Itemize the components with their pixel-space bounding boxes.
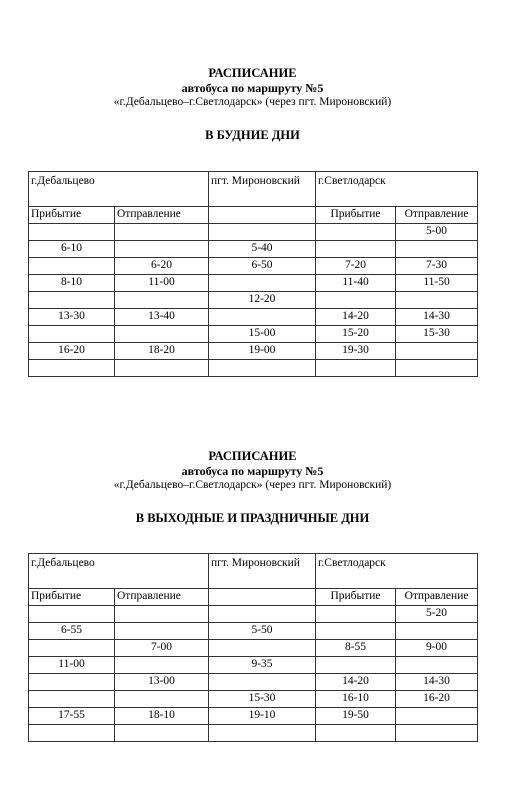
time-cell-departure-debaltsevo — [115, 241, 209, 258]
time-cell-arrival-svetlodarsk: 14-20 — [316, 674, 396, 691]
time-cell-departure-svetlodarsk: 9-00 — [396, 640, 478, 657]
col-arrival-debaltsevo: Прибытие — [29, 207, 115, 224]
table-row — [29, 258, 478, 275]
time-cell-arrival-svetlodarsk: 14-20 — [316, 309, 396, 326]
time-cell-departure-debaltsevo: 6-20 — [115, 258, 209, 275]
time-cell-arrival-svetlodarsk — [316, 224, 396, 241]
col-arrival-svetlodarsk: Прибытие — [316, 207, 396, 224]
time-cell-mironovsky — [209, 224, 316, 241]
column-header-row — [29, 589, 478, 606]
time-cell-departure-svetlodarsk — [396, 623, 478, 640]
weekend-subtitle: автобуса по маршруту №5 — [181, 464, 324, 478]
weekend-title: РАСПИСАНИЕ — [208, 449, 297, 463]
table-row — [29, 725, 478, 742]
station-row — [29, 172, 478, 207]
time-cell-departure-debaltsevo — [115, 326, 209, 343]
table-row — [29, 275, 478, 292]
time-cell-arrival-svetlodarsk: 15-20 — [316, 326, 396, 343]
time-cell-departure-debaltsevo — [115, 606, 209, 623]
time-cell-arrival-debaltsevo: 13-30 — [29, 309, 115, 326]
time-cell-arrival-debaltsevo: 17-55 — [29, 708, 115, 725]
time-cell-arrival-debaltsevo — [29, 360, 115, 377]
weekend-header — [0, 449, 505, 492]
weekend-route: «г.Дебальцево–г.Светлодарск» (через пгт. Мироновский) — [113, 479, 392, 491]
time-cell-departure-svetlodarsk: 11-50 — [396, 275, 478, 292]
weekday-header — [0, 66, 505, 109]
time-cell-mironovsky — [209, 309, 316, 326]
time-cell-arrival-debaltsevo — [29, 258, 115, 275]
time-cell-arrival-svetlodarsk: 19-50 — [316, 708, 396, 725]
time-cell-departure-debaltsevo: 13-40 — [115, 309, 209, 326]
time-cell-departure-debaltsevo — [115, 657, 209, 674]
time-cell-departure-debaltsevo: 18-10 — [115, 708, 209, 725]
time-cell-arrival-debaltsevo: 11-00 — [29, 657, 115, 674]
table-row — [29, 606, 478, 623]
station-svetlodarsk: г.Светлодарск — [316, 554, 478, 589]
time-cell-arrival-debaltsevo — [29, 292, 115, 309]
time-cell-arrival-debaltsevo — [29, 606, 115, 623]
time-cell-arrival-svetlodarsk — [316, 657, 396, 674]
table-row — [29, 309, 478, 326]
time-cell-departure-debaltsevo — [115, 725, 209, 742]
time-cell-departure-svetlodarsk — [396, 292, 478, 309]
col-mironovsky — [209, 589, 316, 606]
table-row — [29, 708, 478, 725]
station-debaltsevo: г.Дебальцево — [29, 172, 209, 207]
column-header-row — [29, 207, 478, 224]
time-cell-arrival-svetlodarsk: 16-10 — [316, 691, 396, 708]
weekend-table-body — [29, 554, 478, 742]
time-cell-arrival-debaltsevo: 8-10 — [29, 275, 115, 292]
time-cell-departure-svetlodarsk: 7-30 — [396, 258, 478, 275]
time-cell-mironovsky — [209, 674, 316, 691]
table-row — [29, 657, 478, 674]
table-row — [29, 292, 478, 309]
time-cell-arrival-svetlodarsk — [316, 292, 396, 309]
time-cell-departure-svetlodarsk — [396, 657, 478, 674]
time-cell-arrival-svetlodarsk — [316, 360, 396, 377]
time-cell-departure-svetlodarsk: 15-30 — [396, 326, 478, 343]
table-row — [29, 326, 478, 343]
weekday-route: «г.Дебальцево–г.Светлодарск» (через пгт. Мироновский) — [113, 96, 392, 108]
time-cell-arrival-debaltsevo — [29, 725, 115, 742]
table-row — [29, 623, 478, 640]
time-cell-arrival-svetlodarsk: 11-40 — [316, 275, 396, 292]
time-cell-arrival-svetlodarsk: 19-30 — [316, 343, 396, 360]
time-cell-departure-debaltsevo — [115, 360, 209, 377]
col-departure-svetlodarsk: Отправление — [396, 589, 478, 606]
time-cell-mironovsky: 5-50 — [209, 623, 316, 640]
time-cell-arrival-svetlodarsk — [316, 606, 396, 623]
time-cell-mironovsky: 15-30 — [209, 691, 316, 708]
time-cell-arrival-debaltsevo — [29, 224, 115, 241]
time-cell-arrival-debaltsevo: 6-55 — [29, 623, 115, 640]
col-mironovsky — [209, 207, 316, 224]
time-cell-departure-svetlodarsk — [396, 343, 478, 360]
time-cell-mironovsky — [209, 640, 316, 657]
station-debaltsevo: г.Дебальцево — [29, 554, 209, 589]
time-cell-departure-debaltsevo — [115, 691, 209, 708]
time-cell-arrival-svetlodarsk: 7-20 — [316, 258, 396, 275]
time-cell-departure-svetlodarsk: 5-00 — [396, 224, 478, 241]
time-cell-arrival-debaltsevo — [29, 326, 115, 343]
time-cell-departure-debaltsevo — [115, 292, 209, 309]
table-row — [29, 360, 478, 377]
weekday-table-body — [29, 172, 478, 377]
station-row — [29, 554, 478, 589]
time-cell-arrival-svetlodarsk — [316, 623, 396, 640]
time-cell-departure-svetlodarsk — [396, 241, 478, 258]
table-row — [29, 343, 478, 360]
col-departure-debaltsevo: Отправление — [115, 207, 209, 224]
time-cell-departure-debaltsevo: 11-00 — [115, 275, 209, 292]
weekend-section-title: В ВЫХОДНЫЕ И ПРАЗДНИЧНЫЕ ДНИ — [135, 511, 370, 525]
time-cell-mironovsky — [209, 275, 316, 292]
col-arrival-svetlodarsk: Прибытие — [316, 589, 396, 606]
station-svetlodarsk: г.Светлодарск — [316, 172, 478, 207]
time-cell-arrival-debaltsevo: 6-10 — [29, 241, 115, 258]
table-row — [29, 640, 478, 657]
time-cell-mironovsky: 15-00 — [209, 326, 316, 343]
time-cell-arrival-debaltsevo: 16-20 — [29, 343, 115, 360]
time-cell-departure-svetlodarsk — [396, 708, 478, 725]
time-cell-arrival-debaltsevo — [29, 674, 115, 691]
table-row — [29, 224, 478, 241]
col-departure-svetlodarsk: Отправление — [396, 207, 478, 224]
time-cell-departure-svetlodarsk: 14-30 — [396, 309, 478, 326]
time-cell-mironovsky: 5-40 — [209, 241, 316, 258]
time-cell-departure-svetlodarsk — [396, 725, 478, 742]
time-cell-mironovsky: 19-10 — [209, 708, 316, 725]
weekday-title: РАСПИСАНИЕ — [208, 66, 297, 80]
time-cell-mironovsky: 9-35 — [209, 657, 316, 674]
time-cell-departure-debaltsevo: 7-00 — [115, 640, 209, 657]
time-cell-departure-debaltsevo: 13-00 — [115, 674, 209, 691]
time-cell-departure-svetlodarsk: 5-20 — [396, 606, 478, 623]
table-row — [29, 691, 478, 708]
time-cell-arrival-svetlodarsk — [316, 241, 396, 258]
table-row — [29, 674, 478, 691]
weekday-section-title: В БУДНИЕ ДНИ — [205, 128, 300, 142]
time-cell-arrival-debaltsevo — [29, 640, 115, 657]
time-cell-departure-debaltsevo — [115, 623, 209, 640]
col-departure-debaltsevo: Отправление — [115, 589, 209, 606]
time-cell-mironovsky — [209, 606, 316, 623]
time-cell-departure-debaltsevo — [115, 224, 209, 241]
time-cell-mironovsky — [209, 725, 316, 742]
time-cell-mironovsky: 6-50 — [209, 258, 316, 275]
time-cell-mironovsky — [209, 360, 316, 377]
time-cell-arrival-svetlodarsk — [316, 725, 396, 742]
station-mironovsky: пгт. Мироновский — [209, 554, 316, 589]
time-cell-mironovsky: 12-20 — [209, 292, 316, 309]
time-cell-mironovsky: 19-00 — [209, 343, 316, 360]
time-cell-departure-svetlodarsk — [396, 360, 478, 377]
time-cell-departure-svetlodarsk: 16-20 — [396, 691, 478, 708]
col-arrival-debaltsevo: Прибытие — [29, 589, 115, 606]
time-cell-arrival-debaltsevo — [29, 691, 115, 708]
station-mironovsky: пгт. Мироновский — [209, 172, 316, 207]
time-cell-arrival-svetlodarsk: 8-55 — [316, 640, 396, 657]
time-cell-departure-svetlodarsk: 14-30 — [396, 674, 478, 691]
table-row — [29, 241, 478, 258]
weekend-schedule-table — [28, 553, 478, 742]
weekday-subtitle: автобуса по маршруту №5 — [181, 81, 324, 95]
time-cell-departure-debaltsevo: 18-20 — [115, 343, 209, 360]
weekday-schedule-table — [28, 171, 478, 377]
